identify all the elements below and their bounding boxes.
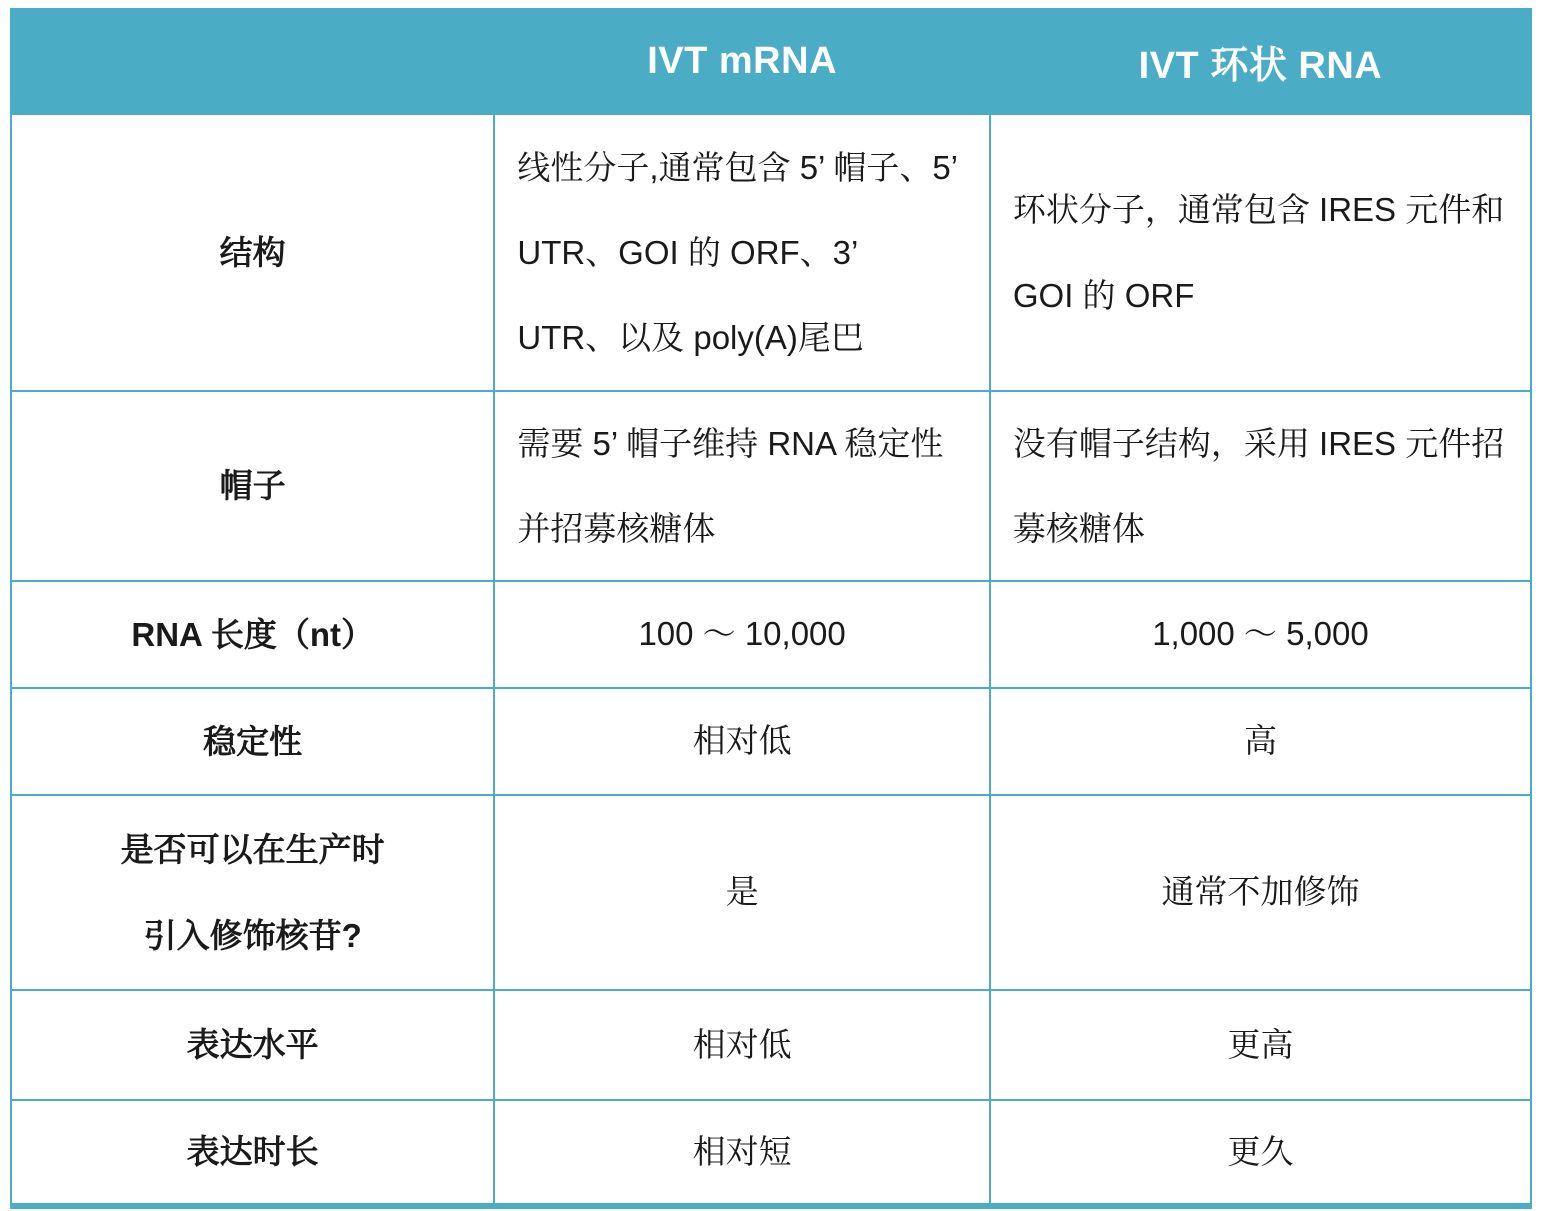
mrna-cell-structure: 线性分子,通常包含 5’ 帽子、5’ UTR、GOI 的 ORF、3’ UTR、以及 poly(A)尾巴	[494, 114, 990, 391]
row-label-line2: 引入修饰核苷?	[143, 916, 362, 954]
row-label-cap	[11, 391, 494, 581]
header-row	[11, 9, 1531, 114]
table-row-structure	[11, 114, 1531, 391]
circrna-cell-rna-length: 1,000 ～ 5,000	[990, 581, 1531, 688]
table-row-stability	[11, 688, 1531, 795]
circrna-cell-stability: 高	[990, 688, 1531, 795]
row-label-line1: RNA 长度（nt）	[131, 615, 374, 653]
mrna-cell-expression-duration: 相对短	[494, 1100, 990, 1206]
mrna-cell-modified-nucleosides: 是	[494, 795, 990, 990]
row-label-line1: 结构	[219, 233, 286, 271]
table-row-expression-duration	[11, 1100, 1531, 1206]
circrna-cell-expression-level: 更高	[990, 990, 1531, 1100]
circrna-cell-structure: 环状分子，通常包含 IRES 元件和 GOI 的 ORF	[990, 114, 1531, 391]
mrna-cell-expression-level: 相对低	[494, 990, 990, 1100]
row-label-line1: 表达时长	[186, 1133, 319, 1171]
table-row-modified-nucleosides	[11, 795, 1531, 990]
row-label-line1: 稳定性	[203, 722, 303, 760]
row-label-modified-nucleosides	[11, 795, 494, 990]
row-label-rna-length	[11, 581, 494, 688]
circrna-cell-cap: 没有帽子结构，采用 IRES 元件招募核糖体	[990, 391, 1531, 581]
header-cell-ivt-circrna: IVT 环状 RNA	[990, 9, 1531, 114]
row-label-stability	[11, 688, 494, 795]
table-row-rna-length	[11, 581, 1531, 688]
header-cell-row-label	[11, 9, 494, 114]
row-label-expression-level	[11, 990, 494, 1100]
circrna-cell-modified-nucleosides: 通常不加修饰	[990, 795, 1531, 990]
row-label-expression-duration	[11, 1100, 494, 1206]
row-label-line1: 是否可以在生产时	[120, 830, 385, 868]
table-row-cap	[11, 391, 1531, 581]
circrna-cell-expression-duration: 更久	[990, 1100, 1531, 1206]
row-label-line1: 表达水平	[186, 1026, 319, 1064]
row-label-structure	[11, 114, 494, 391]
mrna-cell-cap: 需要 5’ 帽子维持 RNA 稳定性并招募核糖体	[494, 391, 990, 581]
rna-comparison-table	[10, 8, 1532, 1209]
row-label-line1: 帽子	[219, 467, 286, 505]
mrna-cell-rna-length: 100 ～ 10,000	[494, 581, 990, 688]
header-cell-ivt-mrna: IVT mRNA	[494, 9, 990, 114]
mrna-cell-stability: 相对低	[494, 688, 990, 795]
table-row-expression-level	[11, 990, 1531, 1100]
